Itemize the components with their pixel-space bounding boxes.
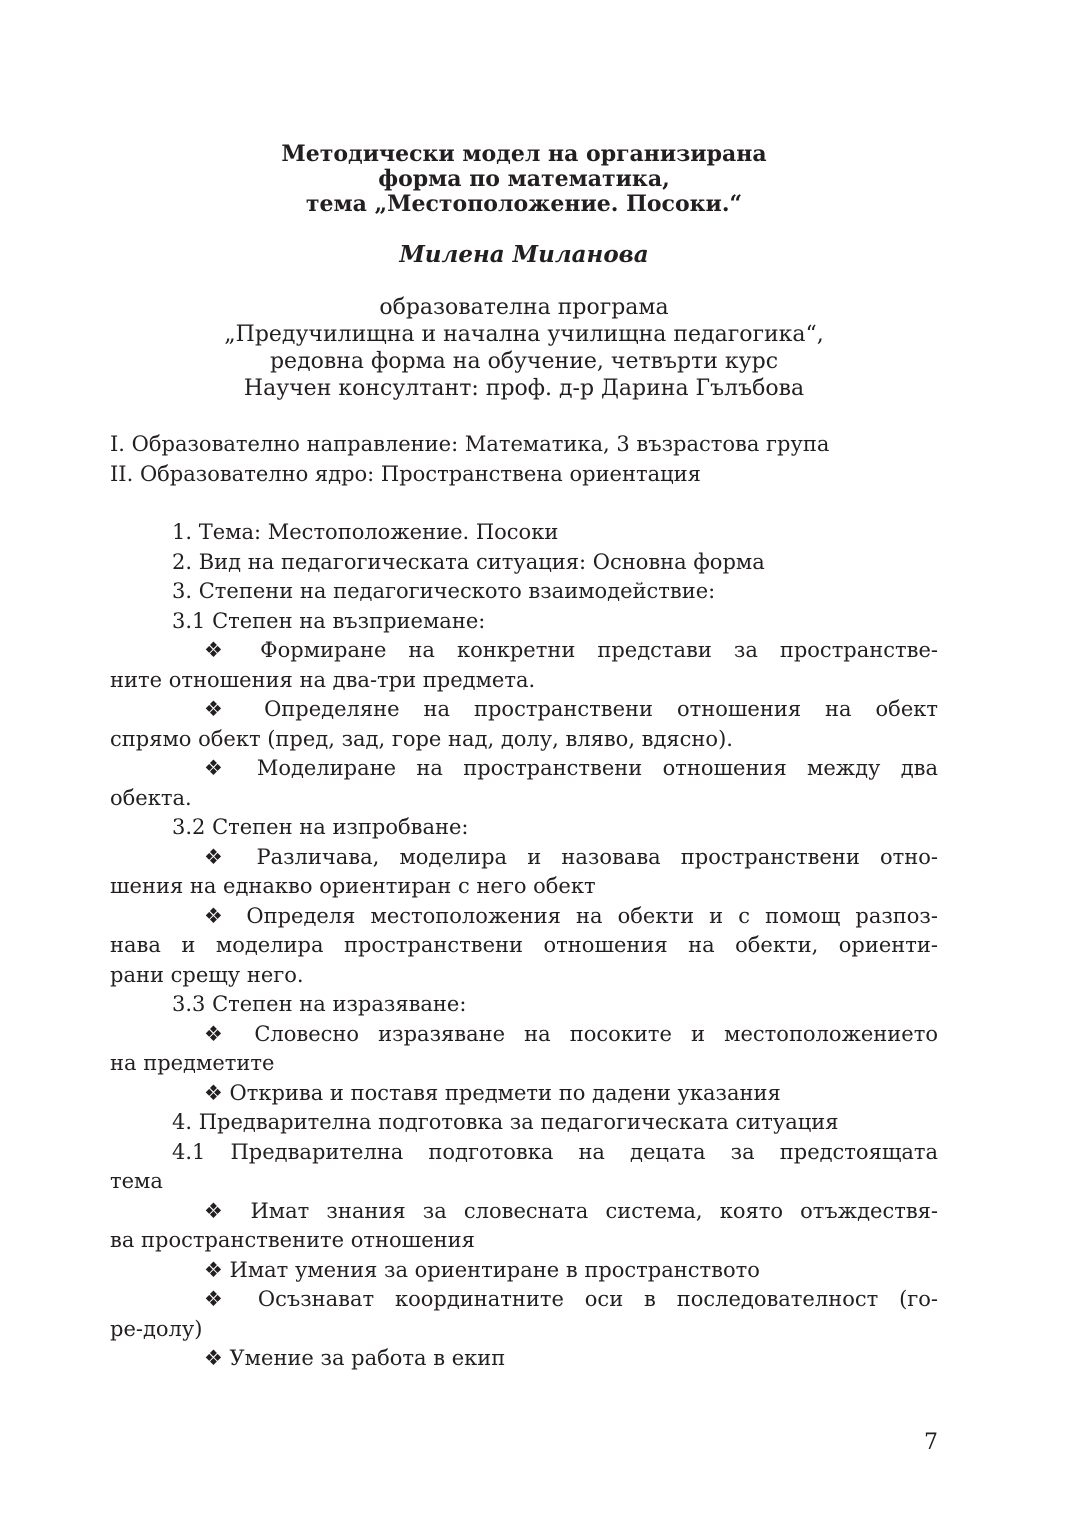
list-item: 1. Тема: Местоположение. Посоки bbox=[172, 520, 559, 544]
bullet-line: ❖ Моделиране на пространствени отношения между два bbox=[204, 756, 938, 780]
program-line-2: „Предучилищна и начална училищна педагогика“, bbox=[224, 322, 824, 347]
bullet-line: шения на еднакво ориентиран с него обект bbox=[110, 874, 596, 898]
educational-direction: I. Образователно направление: Математика, 3 възрастова група bbox=[110, 432, 830, 456]
bullet-line: ❖ Формиране на конкретни представи за пространстве- bbox=[204, 638, 938, 662]
article-title bbox=[110, 142, 938, 217]
bullet-line: ❖ Словесно изразяване на посоките и местоположението bbox=[204, 1021, 938, 1046]
paragraph-gap bbox=[110, 489, 938, 518]
bullet-line: спрямо обект (пред, зад, горе над, долу, вляво, вдясно). bbox=[110, 726, 733, 751]
list-item: 3. Степени на педагогическото взаимодействие: bbox=[172, 579, 716, 603]
page-number: 7 bbox=[924, 1430, 938, 1455]
program-info bbox=[110, 294, 938, 402]
program-line-4: Научен консултант: проф. д-р Дарина Гълъбова bbox=[243, 376, 805, 401]
program-line-1: образователна програма bbox=[379, 295, 669, 320]
subsection-heading: тема bbox=[110, 1169, 163, 1193]
program-line-3: редовна форма на обучение, четвърти курс bbox=[269, 349, 779, 374]
body-text bbox=[110, 430, 938, 1374]
bullet-line: ❖ Определя местоположения на обекти и с помощ разпоз- bbox=[204, 903, 938, 928]
subsection-heading: 4.1 Предварителна подготовка на децата за предстоящата bbox=[172, 1139, 938, 1164]
bullet-line: ва пространствените отношения bbox=[110, 1228, 475, 1252]
bullet-line: ❖ Имат умения за ориентиране в пространството bbox=[204, 1257, 760, 1282]
subsection-heading: 3.3 Степен на изразяване: bbox=[172, 992, 467, 1016]
bullet-line: рани срещу него. bbox=[110, 962, 304, 987]
bullet-line: ните отношения на два-три предмета. bbox=[110, 667, 536, 692]
title-line-2: форма по математика, bbox=[378, 166, 670, 192]
subsection-heading: 3.2 Степен на изпробване: bbox=[172, 815, 469, 839]
bullet-line: ❖ Осъзнават координатните оси в последователност (го- bbox=[204, 1287, 938, 1311]
bullet-line: ❖ Открива и поставя предмети по дадени указания bbox=[204, 1080, 781, 1105]
educational-core: II. Образователно ядро: Пространствена ориентация bbox=[110, 461, 701, 486]
title-line-1: Методически модел на организирана bbox=[281, 141, 767, 167]
bullet-line: ❖ Умение за работа в екип bbox=[204, 1346, 506, 1370]
bullet-line: ❖ Имат знания за словесната система, която отъждествя- bbox=[204, 1198, 938, 1223]
title-line-3: тема „Местоположение. Посоки.“ bbox=[305, 191, 743, 217]
bullet-line: ❖ Определяне на пространствени отношения на обект bbox=[204, 697, 938, 721]
bullet-line: ре-долу) bbox=[110, 1316, 203, 1341]
bullet-line: на предметите bbox=[110, 1051, 275, 1075]
subsection-heading: 3.1 Степен на възприемане: bbox=[172, 608, 486, 633]
list-item: 4. Предварителна подготовка за педагогическата ситуация bbox=[172, 1110, 839, 1134]
list-item: 2. Вид на педагогическата ситуация: Основна форма bbox=[172, 549, 765, 574]
bullet-line: нава и моделира пространствени отношения на обекти, ориенти- bbox=[110, 933, 938, 957]
author-name: Милена Миланова bbox=[399, 241, 649, 268]
bullet-line: обекта. bbox=[110, 785, 192, 810]
bullet-line: ❖ Различава, моделира и назовава пространствени отно- bbox=[204, 844, 938, 869]
